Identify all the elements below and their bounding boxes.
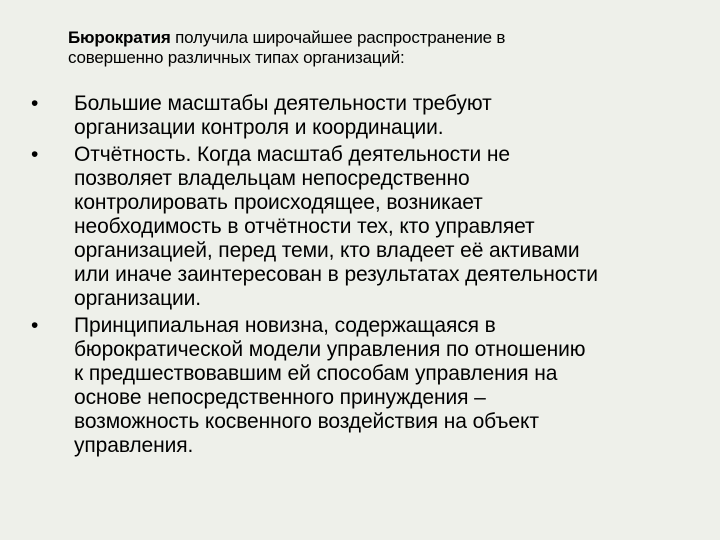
bullet-1-line-1: Большие масштабы деятельности требуют <box>74 92 492 115</box>
bullet-3-line-6: управления. <box>74 434 194 457</box>
bullet-2-line-2: позволяет владельцам непосредственно <box>74 167 470 190</box>
bullet-2-line-7: организации. <box>74 287 201 310</box>
intro-line-1 <box>68 28 668 48</box>
intro-text-line-2: совершенно различных типах организаций: <box>68 48 405 67</box>
bullet-icon: • <box>31 92 39 115</box>
bullet-2-line-5: организацией, перед теми, кто владеет её активами <box>74 239 580 262</box>
intro-text-line-1: получила широчайшее распространение в <box>170 28 506 47</box>
bullet-2-line-3: контролировать происходящее, возникает <box>74 191 483 214</box>
bullet-3-line-5: возможность косвенного воздействия на объект <box>74 410 539 433</box>
bullet-1-line-2: организации контроля и координации. <box>74 116 444 139</box>
bullet-3-line-1: Принципиальная новизна, содержащаяся в <box>74 314 496 337</box>
bullet-3-line-3: к предшествовавшим ей способам управления на <box>74 362 558 385</box>
bullet-2-line-6: или иначе заинтересован в результатах деятельности <box>74 263 598 286</box>
bullet-icon: • <box>31 314 39 337</box>
bullet-2-line-4: необходимость в отчётности тех, кто управляет <box>74 215 535 238</box>
bullet-list <box>28 92 698 461</box>
bullet-item-2 <box>28 143 698 311</box>
intro-bold-term: Бюрократия <box>68 28 171 47</box>
bullet-3-line-4: основе непосредственного принуждения – <box>74 386 486 409</box>
bullet-icon: • <box>31 143 39 166</box>
bullet-item-3 <box>28 314 698 458</box>
intro-paragraph <box>68 28 668 68</box>
bullet-3-line-2: бюрократической модели управления по отношению <box>74 338 586 361</box>
bullet-item-1 <box>28 92 698 140</box>
bullet-2-line-1: Отчётность. Когда масштаб деятельности не <box>74 143 510 166</box>
